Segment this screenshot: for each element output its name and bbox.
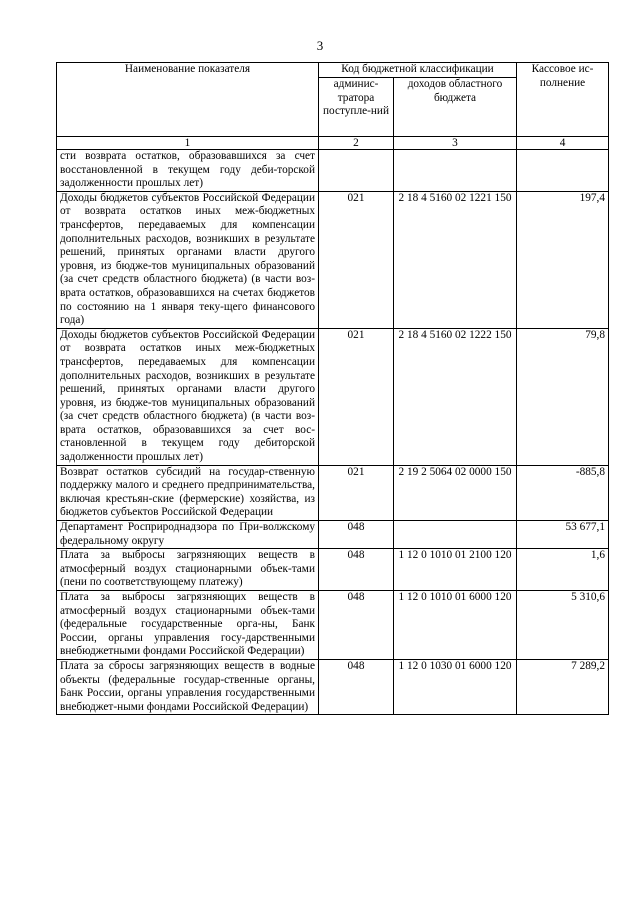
table-row	[57, 591, 609, 660]
table-row	[57, 191, 609, 328]
income-code: 2 19 2 5064 02 0000 150	[394, 465, 517, 520]
budget-report-table	[56, 62, 609, 715]
column-number-3: 3	[394, 137, 517, 150]
indicator-name: сти возврата остатков, образовавшихся за счет восстановленной в текущем году деби-торской задолженности прошлых лет)	[57, 150, 319, 192]
income-code: 1 12 0 1030 01 6000 120	[394, 659, 517, 714]
administrator-code: 048	[319, 659, 394, 714]
column-number-2: 2	[319, 137, 394, 150]
indicator-name: Доходы бюджетов субъектов Российской Федерации от возврата остатков иных меж-бюджетных трансфертов, передаваемых для компенсации дополнительных расходов, возникших в результате решений, принятых органами власти другого уровня, из бюдже-тов муниципальных образований (за счет средств областного бюджета) (в части воз-врата остатков, образовавшихся на счетах бюджетов по состоянию на 1 января теку-щего финансового года)	[57, 191, 319, 328]
cash-amount: 1,6	[517, 549, 609, 591]
table-header	[57, 63, 609, 150]
table-row	[57, 549, 609, 591]
indicator-name: Департамент Росприроднадзора по При-волжскому федеральному округу	[57, 521, 319, 549]
table-body	[57, 150, 609, 715]
administrator-code: 048	[319, 549, 394, 591]
income-code: 1 12 0 1010 01 2100 120	[394, 549, 517, 591]
header-cash-execution: Кассовое ис-полнение	[517, 63, 609, 137]
table-row	[57, 521, 609, 549]
cash-amount: 7 289,2	[517, 659, 609, 714]
income-code: 2 18 4 5160 02 1221 150	[394, 191, 517, 328]
header-indicator-name: Наименование показателя	[57, 63, 319, 137]
income-code	[394, 521, 517, 549]
indicator-name: Плата за выбросы загрязняющих веществ в атмосферный воздух стационарными объек-тами (пени по соответствующему платежу)	[57, 549, 319, 591]
table-row	[57, 465, 609, 520]
indicator-name: Плата за выбросы загрязняющих веществ в атмосферный воздух стационарными объек-тами (федеральные государственные орга-ны, Банк России, органы управления госу-дарственными внебюджетными фондами Российской Федерации)	[57, 591, 319, 660]
income-code: 2 18 4 5160 02 1222 150	[394, 328, 517, 465]
administrator-code: 048	[319, 591, 394, 660]
cash-amount	[517, 150, 609, 192]
column-number-1: 1	[57, 137, 319, 150]
indicator-name: Доходы бюджетов субъектов Российской Федерации от возврата остатков иных меж-бюджетных трансфертов, передаваемых для компенсации дополнительных расходов, возникших в результате решений, принятых органами власти другого уровня, из бюдже-тов муниципальных образований (за счет средств областного бюджета) (в части воз-врата остатков, образовавшихся за счет вос-становленной в текущем году дебиторской задолженности прошлых лет)	[57, 328, 319, 465]
cash-amount: 53 677,1	[517, 521, 609, 549]
column-number-4: 4	[517, 137, 609, 150]
cash-amount: 5 310,6	[517, 591, 609, 660]
table-row	[57, 328, 609, 465]
administrator-code: 021	[319, 328, 394, 465]
cash-amount: 197,4	[517, 191, 609, 328]
indicator-name: Возврат остатков субсидий на государ-ственную поддержку малого и среднего предпринимательства, включая крестьян-ские (фермерские) хозяйства, из бюджетов субъектов Российской Федерации	[57, 465, 319, 520]
header-column-numbers	[57, 137, 609, 150]
income-code	[394, 150, 517, 192]
table-row	[57, 659, 609, 714]
income-code: 1 12 0 1010 01 6000 120	[394, 591, 517, 660]
administrator-code	[319, 150, 394, 192]
administrator-code: 048	[319, 521, 394, 549]
header-regional-income: доходов областного бюджета	[394, 78, 517, 137]
indicator-name: Плата за сбросы загрязняющих веществ в водные объекты (федеральные государ-ственные органы, Банк России, органы управления государственными внебюджет-ными фондами Российской Федерации)	[57, 659, 319, 714]
header-budget-classification: Код бюджетной классификации	[319, 63, 517, 78]
header-administrator: админис-тратора поступле-ний	[319, 78, 394, 137]
header-row-top	[57, 63, 609, 78]
cash-amount: 79,8	[517, 328, 609, 465]
table-row	[57, 150, 609, 192]
cash-amount: -885,8	[517, 465, 609, 520]
administrator-code: 021	[319, 191, 394, 328]
page-number: 3	[316, 38, 324, 53]
administrator-code: 021	[319, 465, 394, 520]
